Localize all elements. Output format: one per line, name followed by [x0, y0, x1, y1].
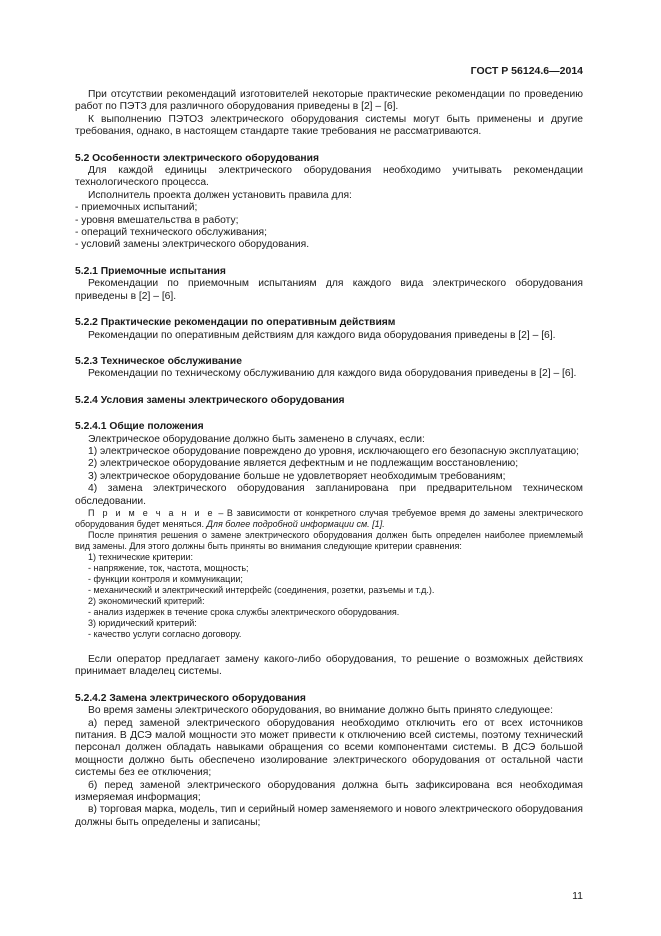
criteria-item: 3) юридический критерий:	[88, 617, 197, 628]
section-5-2-1-paragraph: Рекомендации по приемочным испытаниям для каждого вида электрического оборудования приведены в [2] – [6].	[75, 278, 583, 302]
intro-paragraph-2: К выполнению ПЭТОЗ электрического оборудования системы могут быть применены и другие требования, однако, в настоящем стандарте такие требования не рассматриваются.	[75, 113, 583, 138]
criteria-item: - механический и электрический интерфейс (соединения, розетки, разъемы и т.д.).	[88, 584, 435, 595]
note-reference: Для более подробной информации см. [1].	[206, 518, 385, 529]
section-5-2-2-paragraph: Рекомендации по оперативным действиям для каждого вида оборудования приведены в [2] – [6].	[88, 329, 556, 341]
standard-header: ГОСТ Р 56124.6—2014	[470, 65, 583, 77]
section-5-2-title: 5.2 Особенности электрического оборудования	[75, 152, 319, 164]
section-5-2-3-paragraph: Рекомендации по техническому обслуживанию для каждого вида оборудования приведены в [2] – [6].	[88, 368, 577, 380]
criteria-item: - напряжение, ток, частота, мощность;	[88, 562, 249, 573]
section-5-2-paragraph-1: Для каждой единицы электрического оборудования необходимо учитывать рекомендации технологического процесса.	[75, 165, 583, 189]
criteria-item: - анализ издержек в течение срока службы электрического оборудования.	[88, 606, 400, 617]
list-item-b: б) перед заменой электрического оборудования должна быть зафиксирована вся необходимая измеряемая информация;	[75, 779, 583, 804]
section-5-2-4-1-title: 5.2.4.1 Общие положения	[75, 421, 204, 433]
note-label: П р и м е ч а н и е	[88, 507, 215, 518]
section-5-2-4-1-paragraph-1: Электрическое оборудование должно быть заменено в случаях, если:	[88, 433, 425, 445]
list-item: - приемочных испытаний;	[75, 202, 198, 214]
criteria-item: 1) технические критерии:	[88, 551, 194, 562]
section-5-2-4-1-paragraph-3: Если оператор предлагает замену какого-либо оборудования, то решение о возможных действиях принимает владелец системы.	[75, 653, 583, 678]
section-5-2-4-2-paragraph-1: Во время замены электрического оборудования, во внимание должно быть принято следующее:	[88, 705, 554, 717]
list-item: 4) замена электрического оборудования запланирована при предварительном техническом обследовании.	[75, 483, 583, 507]
intro-paragraph-1: При отсутствии рекомендаций изготовителей некоторые практические рекомендации по проведению работ по ПЭТЗ для различного оборудования приведены в [2] – [6].	[75, 89, 583, 113]
document-body	[75, 89, 583, 829]
list-item-a: а) перед заменой электрического оборудования необходимо отключить его от всех источников питания. В ДСЭ малой мощности это может привести к отключению всей системы, поэтому технический персонал должен обладать навыками обращения со всеми компонентами системы. В ДСЭ большой мощности должно быть обеспечено изолирование электрического оборудования от остальной части системы без ее отключения;	[75, 717, 583, 779]
note-text: – В зависимости от конкретного случая требуемое время до замены электрического оборудования будет меняться.	[75, 507, 583, 529]
section-5-2-4-1-paragraph-2: После принятия решения о замене электрического оборудования должен быть определен наиболее приемлемый вид замены. Для этого должны быть приняты во внимания следующие критерии сравнения:	[75, 529, 583, 551]
list-item: - уровня вмешательства в работу;	[75, 214, 239, 226]
criteria-item: 2) экономический критерий:	[88, 595, 205, 606]
section-5-2-4-2-title: 5.2.4.2 Замена электрического оборудования	[75, 692, 306, 704]
criteria-item: - функции контроля и коммуникации;	[88, 573, 243, 584]
list-item: 1) электрическое оборудование повреждено до уровня, исключающего его безопасную эксплуатацию;	[88, 445, 579, 457]
section-5-2-2-title: 5.2.2 Практические рекомендации по оперативным действиям	[75, 317, 396, 329]
note	[75, 508, 583, 530]
section-5-2-paragraph-2: Исполнитель проекта должен установить правила для:	[88, 189, 352, 201]
criteria-item: - качество услуги согласно договору.	[88, 628, 242, 639]
list-item: - операций технического обслуживания;	[75, 227, 267, 239]
list-item-c: в) торговая марка, модель, тип и серийный номер заменяемого и нового электрического оборудования должны быть определены и записаны;	[75, 804, 583, 828]
list-item: 2) электрическое оборудование является дефектным и не подлежащим восстановлению;	[88, 458, 519, 470]
list-item: - условий замены электрического оборудования.	[75, 239, 310, 251]
section-5-2-1-title: 5.2.1 Приемочные испытания	[75, 265, 226, 277]
page-number: 11	[572, 890, 583, 902]
list-item: 3) электрическое оборудование больше не удовлетворяет необходимым требованиям;	[88, 470, 506, 482]
section-5-2-4-title: 5.2.4 Условия замены электрического оборудования	[75, 394, 345, 406]
section-5-2-3-title: 5.2.3 Техническое обслуживание	[75, 355, 242, 367]
